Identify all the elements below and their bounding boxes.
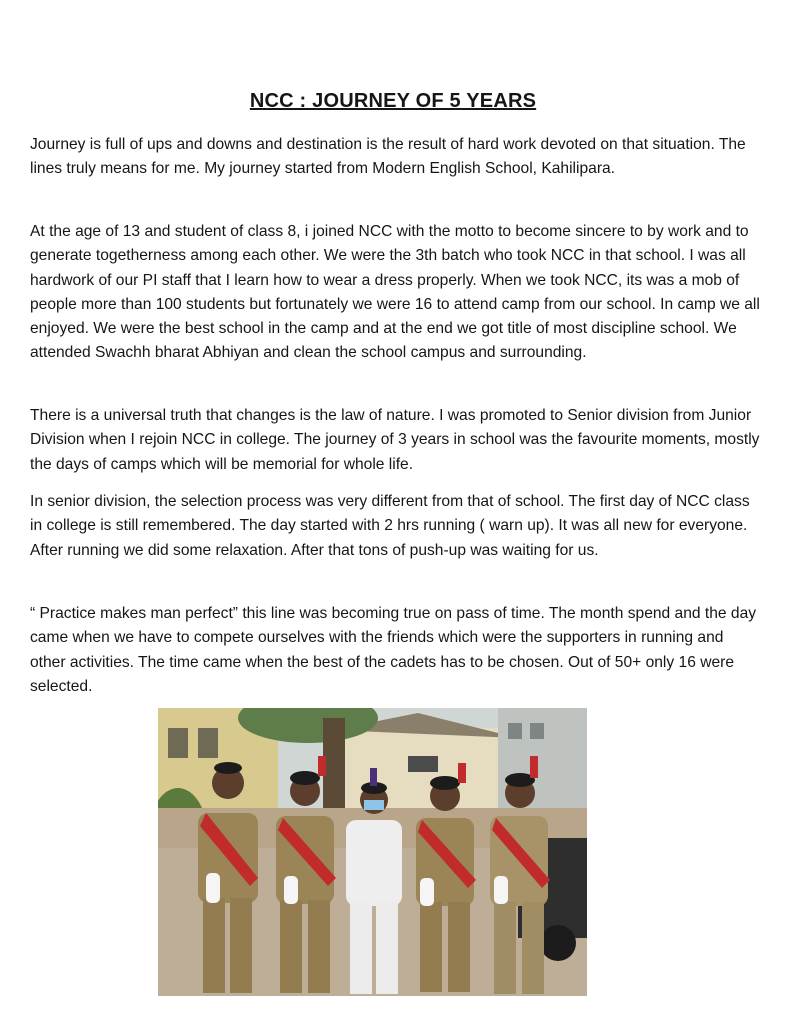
page-title: NCC : JOURNEY OF 5 YEARS: [249, 90, 537, 112]
paragraph-1: Journey is full of ups and downs and destination is the result of hard work devoted on that situation. The lines truly means for me. My journey started from Modern English School, Kahilipara.: [30, 136, 746, 178]
paragraph-2: At the age of 13 and student of class 8, i joined NCC with the motto to become sincere to by work and to generate togetherness among each other. We were the 3th batch who took NCC in that school. I was all hardwork of our PI staff that I learn how to wear a dress properly. When we took NCC, its was a mob of people more than 100 students but fortunately we were 16 to attend camp from our school. In camp we all enjoyed. We were the best school in the camp and at the end we got title of most discipline school. We attended Swachh bharat Abhiyan and clean the school campus and surrounding.: [30, 223, 760, 362]
paragraph-4: In senior division, the selection process was very different from that of school. The first day of NCC class in college is still remembered. The day started with 2 hrs running ( warn up). It was all new for everyone. After running we did some relaxation. After that tons of push-up was waiting for us.: [30, 493, 750, 559]
paragraph-3: There is a universal truth that changes is the law of nature. I was promoted to Senior division from Junior Division when I rejoin NCC in college. The journey of 3 years in school was the favourite moments, mostly the days of camps which will be memorial for whole life.: [30, 407, 760, 473]
paragraph-5: “ Practice makes man perfect” this line was becoming true on pass of time. The month spend and the day came when we have to compete ourselves with the friends which were the supporters in running and other activities. The time came when the best of the cadets has to be chosen. Out of 50+ only 16 were selected.: [30, 605, 757, 695]
cadets-group-photo: [158, 708, 587, 996]
